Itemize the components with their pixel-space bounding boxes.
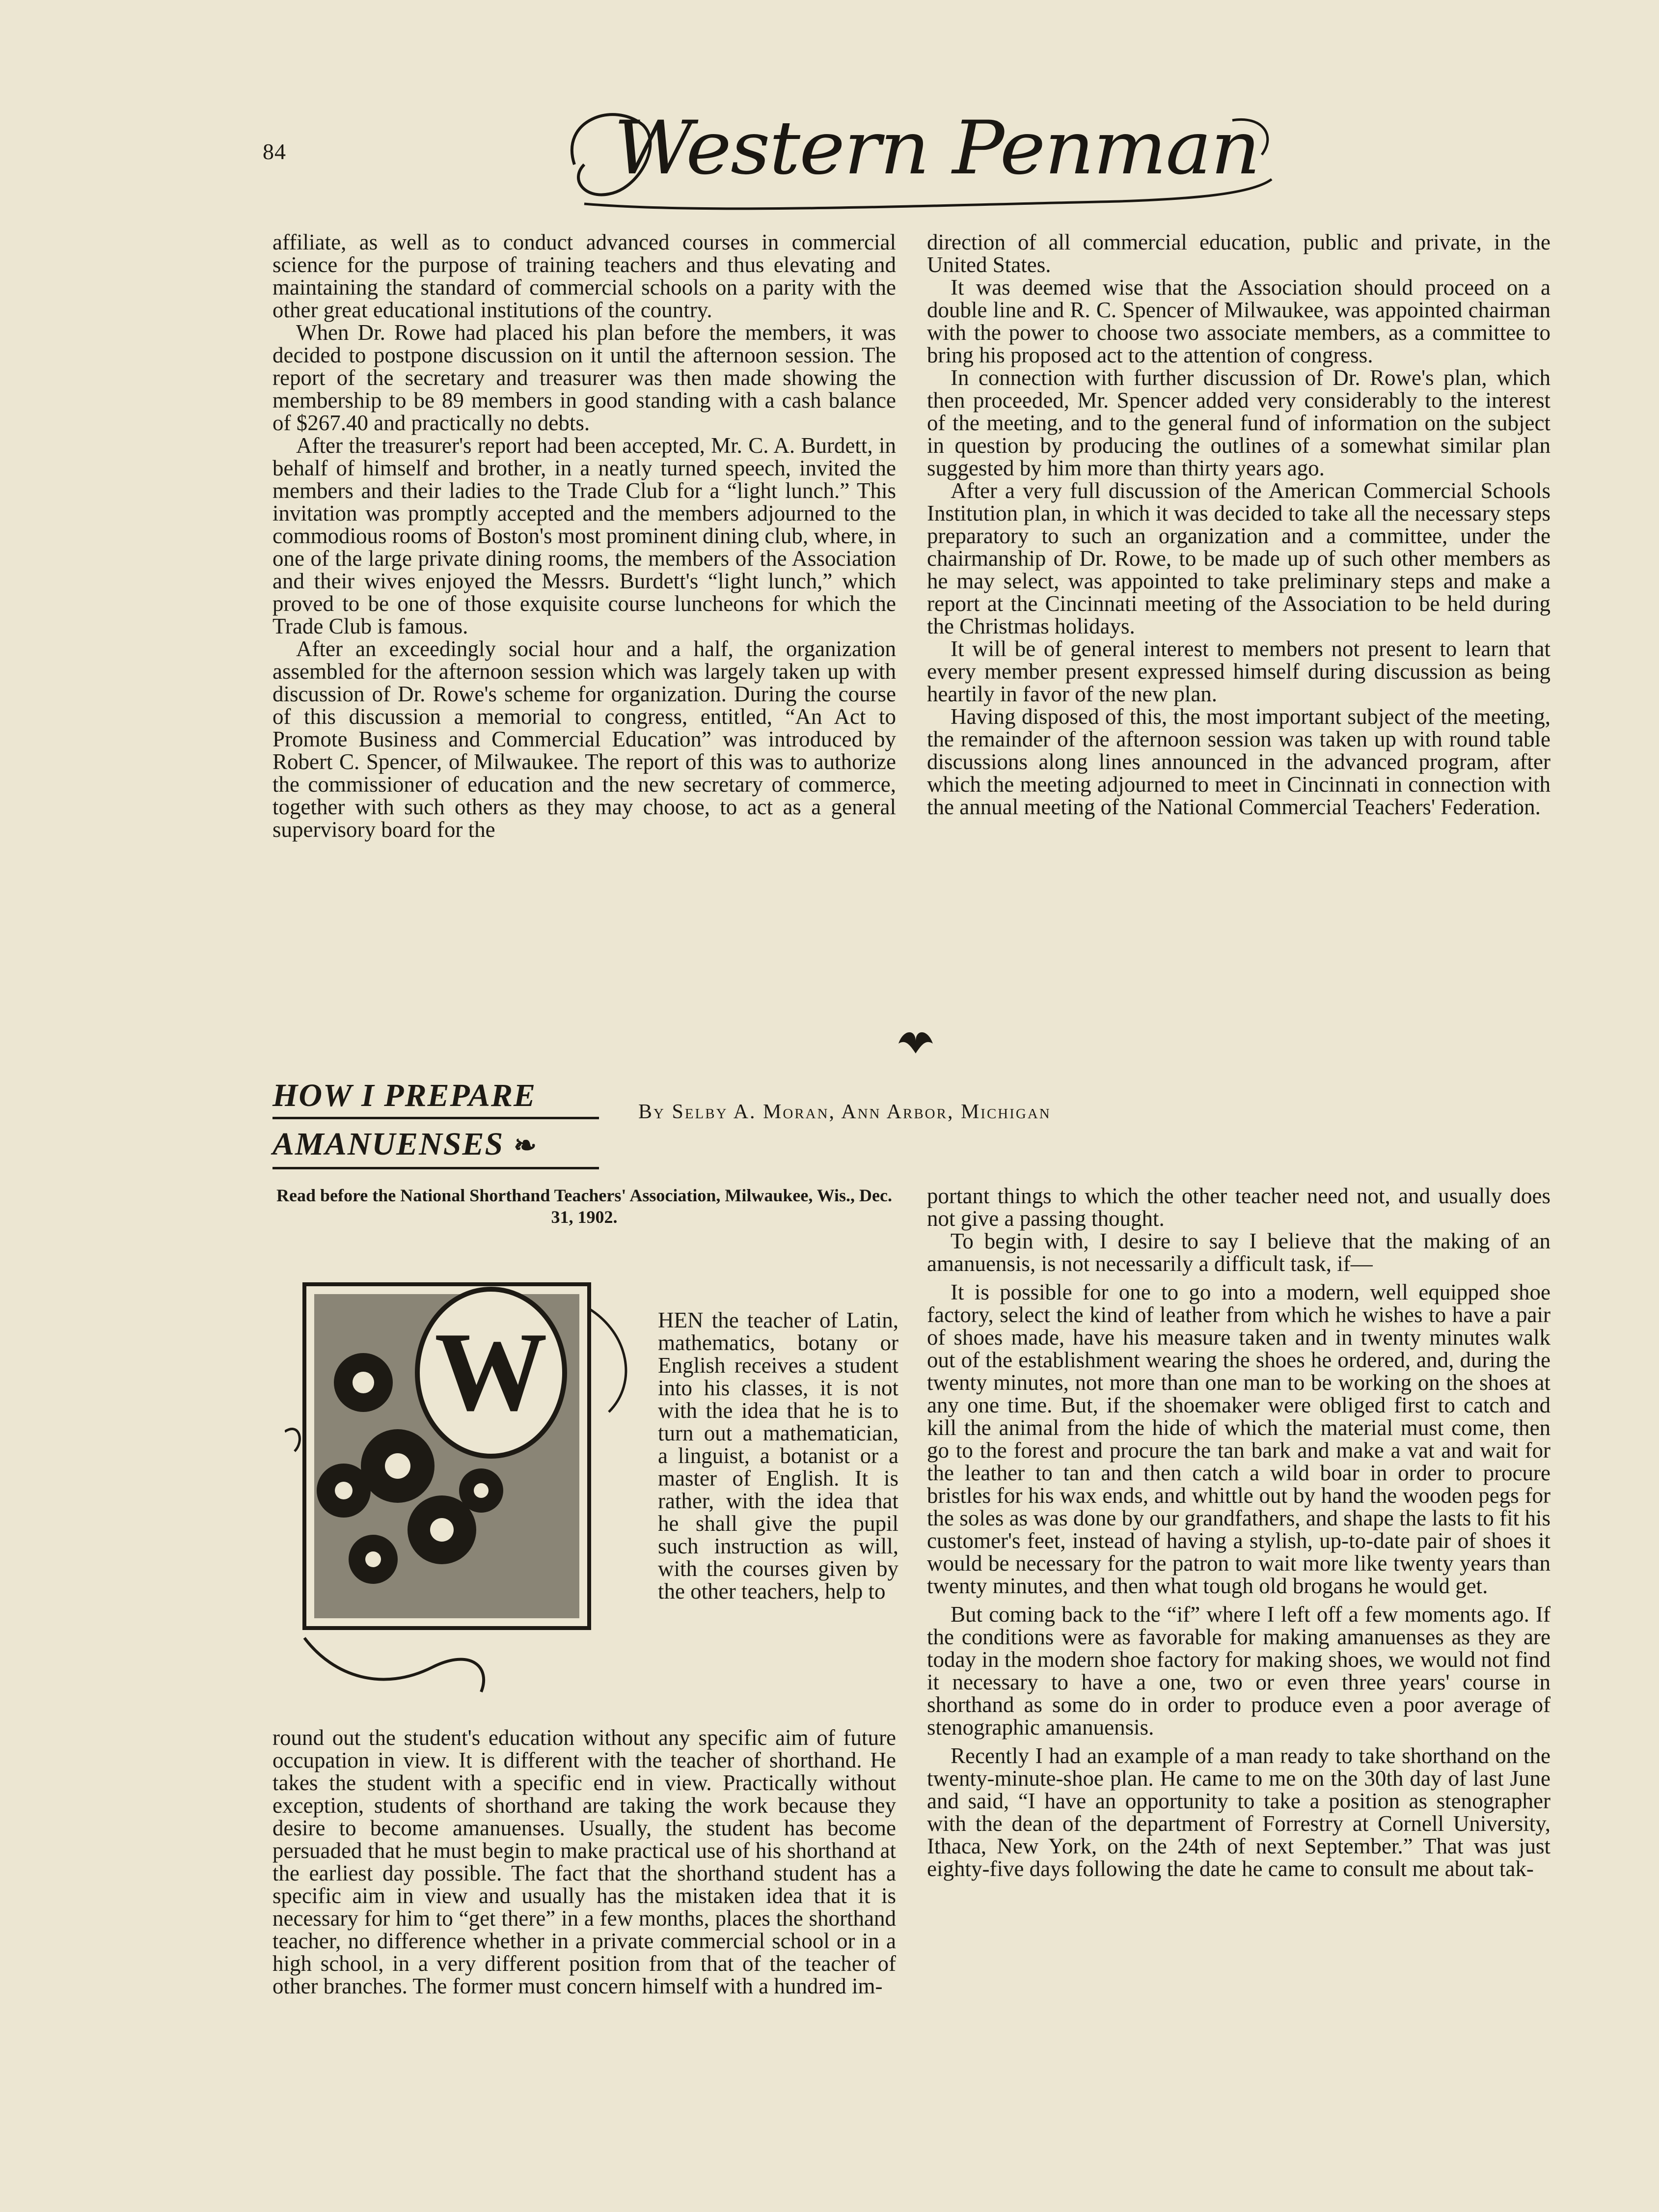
top-left-column: [272, 231, 896, 841]
masthead-title: Western Penman: [614, 106, 1260, 191]
leaf-icon: ❧: [514, 1131, 538, 1161]
paragraph: affiliate, as well as to conduct advanced courses in commercial science for the purpose of training teachers and thus elevating and maintaining the standard of commercial schools on a parity with the other great educational institutions of the country.: [272, 230, 896, 322]
paragraph: It was deemed wise that the Association should proceed on a double line and R. C. Spencer of Milwaukee, was appointed chairman with the power to choose two associate members, as a committee to bring his proposed act to the attention of congress.: [927, 275, 1550, 367]
paragraph: It will be of general interest to members not present to learn that every member present expressed himself during discussion as being heartily in favor of the new plan.: [927, 636, 1550, 706]
fleuron-icon: [894, 1024, 938, 1058]
paragraph: round out the student's education without any specific aim of future occupation in view. It is different with the teacher of shorthand. He takes the student with a specific end in view. Practically without exception, students of shorthand are taking the work because they desire to become amanuenses. Usually, the student has become persuaded that he must begin to make practical use of his shorthand at the earliest day possible. The fact that the shorthand student has a specific aim in view and usually has the mistaken idea that it is necessary for him to “get there” in a few months, places the shorthand teacher, no difference whether in a private commercial school or in a high school, in a very different position from that of the teacher of other branches. The former must concern himself with a hundred im-: [272, 1725, 896, 1998]
top-right-column: [927, 231, 1550, 818]
paragraph: After a very full discussion of the American Commercial Schools Institution plan, in which it was decided to take all the necessary steps preparatory to such an organization and a committee, under the chairmanship of Dr. Rowe, to be made up of such other members as he may select, was appointed to take preliminary steps and make a report at the Cincinnati meeting of the Association to be held during the Christmas holidays.: [927, 478, 1550, 638]
article-title: [272, 1075, 616, 1173]
paragraph: It is possible for one to go into a modern, well equipped shoe factory, select the kind of leather from which he wishes to have a pair of shoes made, have his measure taken and in twenty minutes walk out of the establishment wearing the shoes he ordered, and, during the twenty minutes, not more than one man to be working on the shoes at any one time. But, if the shoemaker were obliged first to catch and kill the animal from the hide of which the material must come, then go to the forest and procure the tan bark and make a vat and wait for the leather to tan and then catch a wild boar in order to procure bristles for his wax ends, and whittle out by hand the wooden pegs for the soles as was done by our grandfathers, and shape the lasts to fit his customer's feet, instead of having a stylish, up-to-date pair of shoes it would be necessary for the patron to wait more like twenty years than twenty minutes, and then what tough old brogans he would get.: [927, 1280, 1550, 1598]
article-left-column: [272, 1726, 896, 1997]
article-title-line-1: HOW I PREPARE: [272, 1075, 599, 1119]
paragraph: But coming back to the “if” where I left off a few moments ago. If the conditions were as favorable for making amanuenses as they are today in the modern shoe factory for making shoes, we would not find it necessary to have a one, two or even three years' course in shorthand as some do in order to produce even a poor average of stenographic amanuensis.: [927, 1602, 1550, 1740]
floral-initial-icon: [285, 1235, 663, 1707]
paragraph: portant things to which the other teacher need not, and usually does not give a passing thought.: [927, 1184, 1550, 1231]
byline: By Selby A. Moran, Ann Arbor, Michigan: [638, 1101, 1051, 1123]
paragraph: In connection with further discussion of Dr. Rowe's plan, which then proceeded, Mr. Spencer added very considerably to the interest of the meeting, and to the general fund of information on the subject in question by producing the outlines of a somewhat similar plan suggested by him more than thirty years ago.: [927, 365, 1550, 480]
paragraph: HEN the teacher of Latin, mathematics, botany or English receives a student into his classes, it is not with the idea that he is to turn out a mathematician, a linguist, a botanist or a master of English. It is rather, with the idea that he shall give the pupil such instruction as will, with the courses given by the other teachers, help to: [658, 1308, 898, 1604]
masthead: [555, 91, 1281, 214]
page-number: 84: [263, 139, 286, 164]
read-note: Read before the National Shorthand Teachers' Association, Milwaukee, Wis., Dec. 31, 1902.: [276, 1186, 893, 1227]
paragraph: After an exceedingly social hour and a half, the organization assembled for the afternoon session which was largely taken up with discussion of Dr. Rowe's scheme for organization. During the course of this discussion a memorial to congress, entitled, “An Act to Promote Business and Commercial Education” was introduced by Robert C. Spencer, of Milwaukee. The report of this was to authorize the commissioner of education and the new secretary of commerce, together with such others as they may choose, to act as a general supervisory board for the: [272, 636, 896, 842]
paragraph: Recently I had an example of a man ready to take shorthand on the twenty-minute-shoe plan. He came to me on the 30th day of last June and said, “I have an opportunity to take a position as stenographer with the dean of the department of Forrestry at Cornell University, Ithaca, New York, on the 24th of next September.” That was just eighty-five days following the date he came to consult me about tak-: [927, 1743, 1550, 1881]
paragraph: After the treasurer's report had been accepted, Mr. C. A. Burdett, in behalf of himself and brother, in a neatly turned speech, invited the members and their ladies to the Trade Club for a “light lunch.” This invitation was promptly accepted and the members adjourned to the commodious rooms of Boston's most prominent dining club, where, in one of the large private dining rooms, the members of the Association and their wives enjoyed the Messrs. Burdett's “light lunch,” which proved to be one of those exquisite course luncheons for which the Trade Club is famous.: [272, 433, 896, 638]
initial-letter: W: [435, 1309, 547, 1434]
article-title-line-2: [272, 1123, 599, 1169]
article-opening-text: [658, 1309, 898, 1603]
paragraph: When Dr. Rowe had placed his plan before the members, it was decided to postpone discussion on it until the afternoon session. The report of the secretary and treasurer was then made showing the membership to be 89 members in good standing with a cash balance of $267.40 and practically no debts.: [272, 320, 896, 435]
article-right-column: [927, 1185, 1550, 1880]
paragraph: Having disposed of this, the most important subject of the meeting, the remainder of the afternoon session was taken up with round table discussions along lines announced in the advanced program, after which the meeting adjourned to meet in Cincinnati in connection with the annual meeting of the National Commercial Teachers' Federation.: [927, 704, 1550, 819]
paragraph: To begin with, I desire to say I believe that the making of an amanuensis, is not necessarily a difficult task, if—: [927, 1229, 1550, 1276]
paragraph: direction of all commercial education, public and private, in the United States.: [927, 230, 1550, 277]
article-title-line-2-text: AMANUENSES: [272, 1126, 504, 1162]
